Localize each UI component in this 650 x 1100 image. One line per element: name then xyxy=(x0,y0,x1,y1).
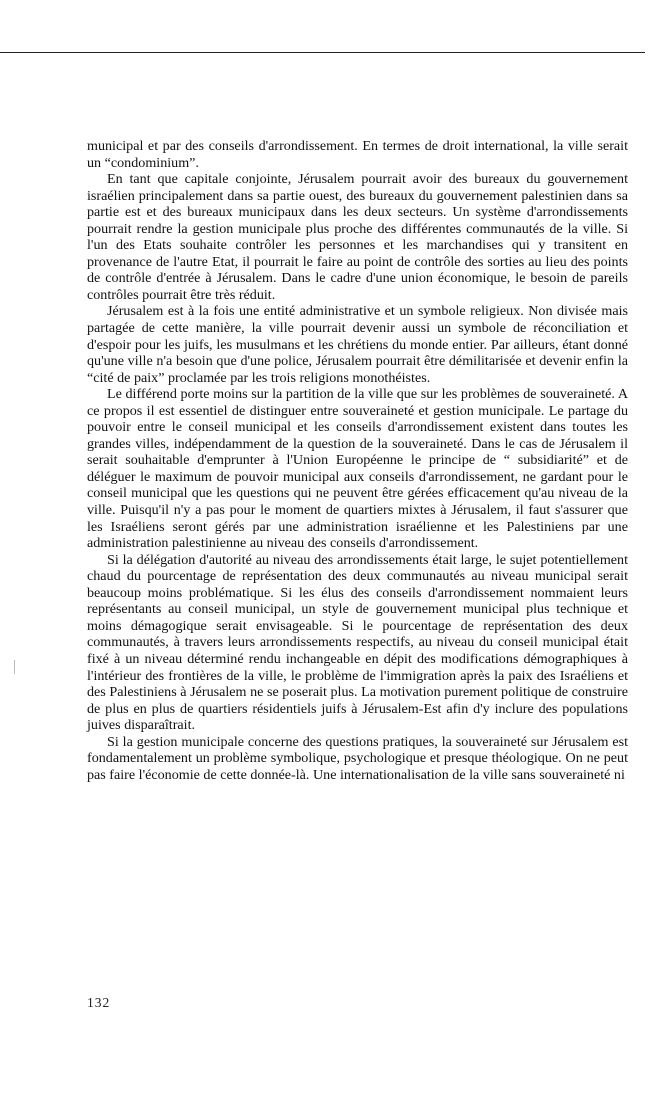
margin-mark xyxy=(14,660,15,674)
paragraph-1: municipal et par des conseils d'arrondissement. En termes de droit international, la ville serait un “condominium”. xyxy=(87,138,628,171)
paragraph-3: Jérusalem est à la fois une entité administrative et un symbole religieux. Non divisée mais partagée de cette manière, la ville pourrait devenir aussi un symbole de réconciliation et d'espoir pour les juifs, les musulmans et les chrétiens du monde entier. Par ailleurs, étant donné qu'une ville n'a besoin que d'une police, Jérusalem pourrait être démilitarisée et devenir enfin la “cité de paix” proclamée par les trois religions monothéistes. xyxy=(87,303,628,386)
paragraph-6: Si la gestion municipale concerne des questions pratiques, la souveraineté sur Jérusalem est fondamentalement un problème symbolique, psychologique et presque théologique. On ne peut pas faire l'économie de cette donnée-là. Une internationalisation de la ville sans souveraineté ni xyxy=(87,733,628,783)
paragraph-4: Le différend porte moins sur la partition de la ville que sur les problèmes de souveraineté. A ce propos il est essentiel de distinguer entre souveraineté et gestion municipale. Le partage du pouvoir entre le conseil municipal et les conseils d'arrondissement existent dans toutes les grandes villes, indépendamment de la question de la souveraineté. Dans le cas de Jérusalem il serait souhaitable d'emprunter à l'Union Européenne le principe de “ subsidiarité” et de déléguer le maximum de pouvoir municipal aux conseils d'arrondissement, ne gardant pour le conseil municipal que les questions qui ne peuvent être gérées efficacement qu'au niveau de la ville. Puisqu'il n'y a pas pour le moment de quartiers mixtes à Jérusalem, il faut s'assurer que les Israéliens seront gérés par une administration israélienne et les Palestiniens par une administration palestinienne au niveau des conseils d'arrondissement. xyxy=(87,386,628,552)
header-rule xyxy=(0,52,645,53)
body-text xyxy=(87,138,628,783)
paragraph-2: En tant que capitale conjointe, Jérusalem pourrait avoir des bureaux du gouvernement israélien principalement dans sa partie ouest, des bureaux du gouvernement palestinien dans sa partie est et des bureaux municipaux dans les deux secteurs. Un système d'arrondissements pourrait rendre la gestion municipale plus proche des différentes communautés de la ville. Si l'un des Etats souhaite contrôler les personnes et les marchandises qui y transitent en provenance de l'autre Etat, il pourrait le faire au point de contrôle des sorties au lieu des points de contrôle d'entrée à Jérusalem. Dans le cadre d'une union économique, le besoin de pareils contrôles pourrait être très réduit. xyxy=(87,171,628,303)
paragraph-5: Si la délégation d'autorité au niveau des arrondissements était large, le sujet potentiellement chaud du pourcentage de représentation des deux communautés au niveau municipal serait beaucoup moins problématique. Si les élus des conseils d'arrondissement nommaient leurs représentants au conseil municipal, un style de gouvernement municipal plus technique et moins démagogique serait envisageable. Si le pourcentage de représentation des deux communautés, à travers leurs arrondissements respectifs, au niveau du conseil municipal était fixé à un niveau déterminé rendu inchangeable en dépit des modifications démographiques à l'intérieur des frontières de la ville, le problème de l'immigration après la paix des Israéliens et des Palestiniens à Jérusalem ne se poserait plus. La motivation purement politique de construire de plus en plus de quartiers résidentiels juifs à Jérusalem-Est afin d'y inclure des populations juives disparaîtrait. xyxy=(87,551,628,734)
page-number: 132 xyxy=(87,995,111,1010)
